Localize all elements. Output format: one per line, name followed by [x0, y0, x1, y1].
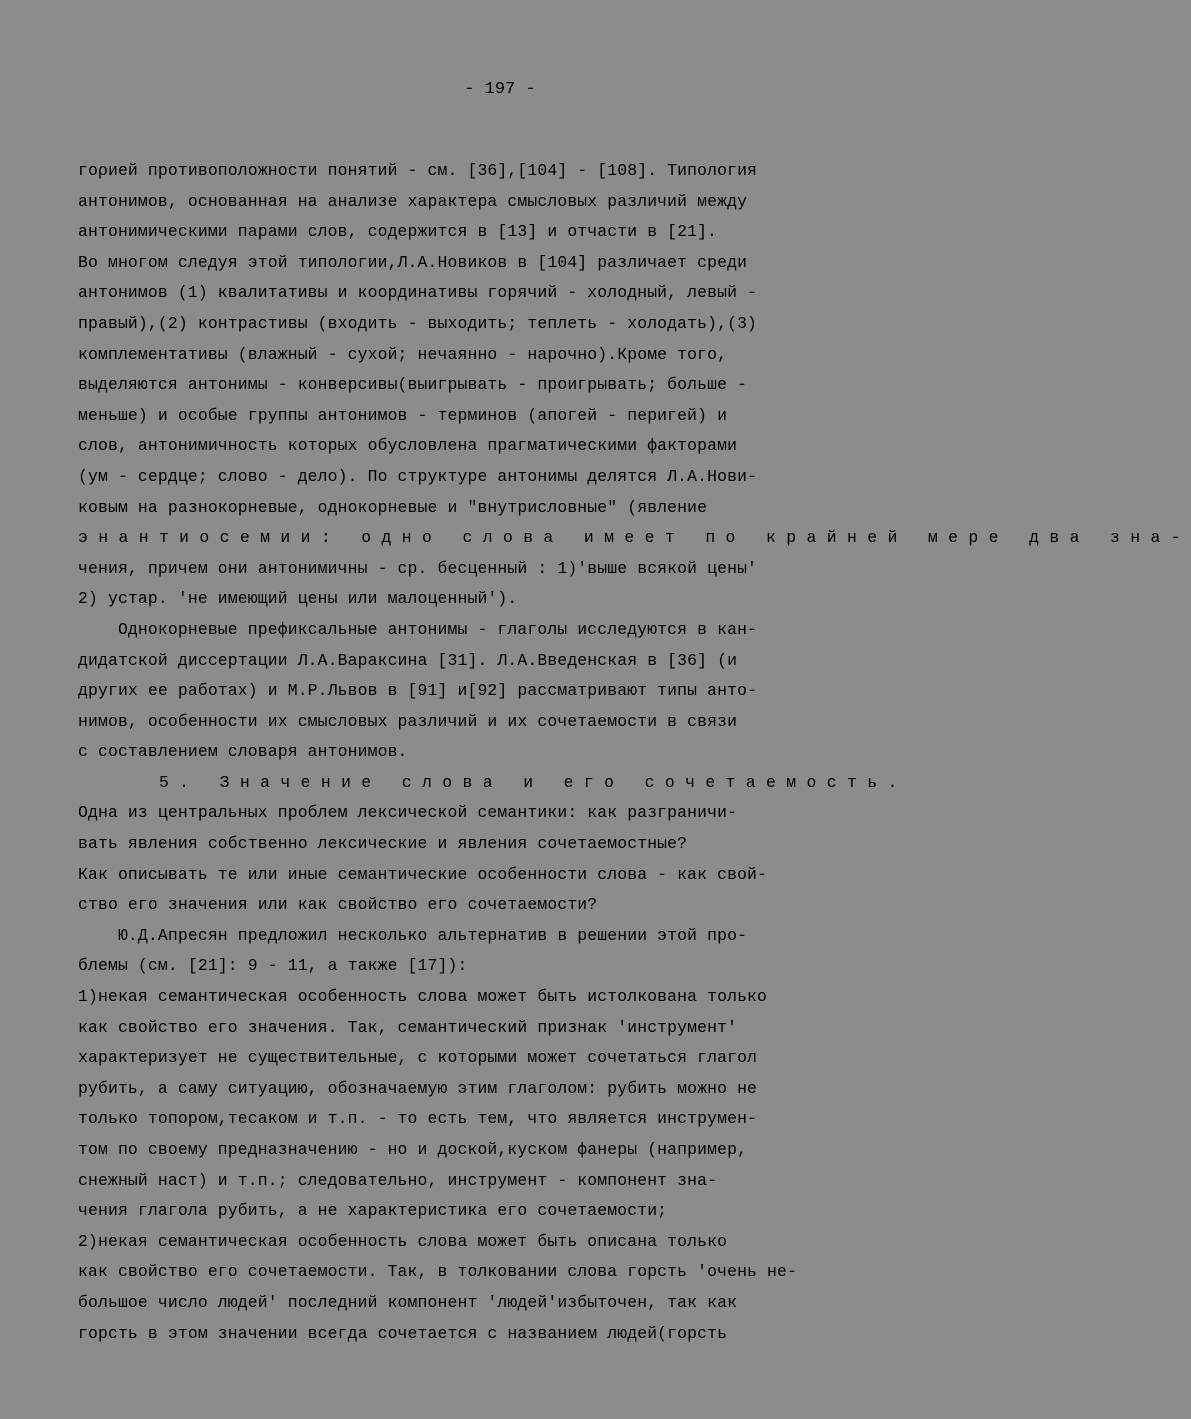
text-line: Одна из центральных проблем лексической семантики: как разграничи-	[78, 803, 738, 823]
text-line: 1)некая семантическая особенность слова может быть истолкована только	[78, 987, 768, 1007]
text-line: снежный наст) и т.п.; следовательно, инструмент - компонент зна-	[78, 1170, 718, 1190]
text-line: ковым на разнокорневые, однокорневые и "внутрисловные" (явление	[78, 497, 708, 517]
page-number: - 197 -	[464, 80, 536, 99]
text-line: Однокорневые префиксальные антонимы - глаголы исследуются в кан-	[78, 619, 758, 639]
text-line: меньше) и особые группы антонимов - терминов (апогей - перигей) и	[78, 405, 728, 425]
text-line: как свойство его значения. Так, семантический признак 'инструмент'	[78, 1017, 738, 1037]
text-line: нимов, особенности их смысловых различий и их сочетаемости в связи	[78, 711, 738, 731]
text-line: блемы (см. [21]: 9 - 11, а также [17]):	[78, 956, 468, 976]
text-line: как свойство его сочетаемости. Так, в толковании слова горсть 'очень не-	[78, 1262, 797, 1282]
text-line: 2) устар. 'не имеющий цены или малоценный').	[78, 589, 518, 609]
text-line: антонимическими парами слов, содержится в [13] и отчасти в [21].	[78, 222, 718, 242]
text-line: горсть в этом значении всегда сочетается с названием людей(горсть	[78, 1323, 728, 1343]
text-line: гορией противоположности понятий - см. [36],[104] - [108]. Типология	[78, 161, 758, 180]
text-line: Ю.Д.Апресян предложил несколько альтернатив в решении этой про-	[78, 925, 748, 945]
text-line: слов, антонимичность которых обусловлена прагматическими факторами	[78, 436, 738, 456]
text-line: 5. Значение слова и его сочетаемость.	[78, 772, 908, 792]
text-line: правый),(2) контрастивы (входить - выходить; теплеть - холодать),(3)	[78, 313, 758, 333]
text-line: других ее работах) и М.Р.Львов в [91] и[92] рассматривают типы анто-	[78, 681, 758, 701]
text-line: Во многом следуя этой типологии,Л.А.Новиков в [104] различает среди	[78, 252, 748, 272]
text-line: чения, причем они антонимичны - ср. бесценный : 1)'выше всякой цены'	[78, 558, 758, 578]
text-line: рубить, а саму ситуацию, обозначаемую этим глаголом: рубить можно не	[78, 1078, 758, 1098]
text-line: комплементативы (влажный - сухой; нечаянно - нарочно).Кроме того,	[78, 344, 728, 364]
text-line: антонимов, основанная на анализе характера смысловых различий между	[78, 191, 748, 211]
text-line: 2)некая семантическая особенность слова может быть описана только	[78, 1231, 728, 1251]
text-line: чения глагола рубить, а не характеристика его сочетаемости;	[78, 1201, 668, 1221]
text-line: антонимов (1) квалитативы и координативы горячий - холодный, левый -	[78, 283, 758, 303]
text-line: большое число людей' последний компонент 'людей'избыточен, так как	[78, 1292, 738, 1312]
text-line: с составлением словаря антонимов.	[78, 742, 408, 762]
text-line: Как описывать те или иные семантические особенности слова - как свой-	[78, 864, 768, 884]
text-line: только топором,тесаком и т.п. - то есть тем, что является инструмен-	[78, 1109, 758, 1129]
text-line: (ум - сердце; слово - дело). По структуре антонимы делятся Л.А.Нови-	[78, 466, 758, 486]
text-line: выделяются антонимы - конверсивы(выигрывать - проигрывать; больше -	[78, 375, 748, 395]
body-text	[78, 156, 1191, 1349]
text-line: энантиосемии: одно слова имеет по крайней мере два зна-	[78, 528, 1191, 548]
text-line: том по своему предназначению - но и доской,куском фанеры (например,	[78, 1140, 748, 1159]
text-line: дидатской диссертации Л.А.Вараксина [31]. Л.А.Введенская в [36] (и	[78, 650, 738, 670]
text-line: ство его значения или как свойство его сочетаемости?	[78, 895, 598, 915]
text-line: вать явления собственно лексические и явления сочетаемостные?	[78, 834, 688, 854]
text-line: характеризует не существительные, с которыми может сочетаться глагол	[78, 1048, 758, 1068]
